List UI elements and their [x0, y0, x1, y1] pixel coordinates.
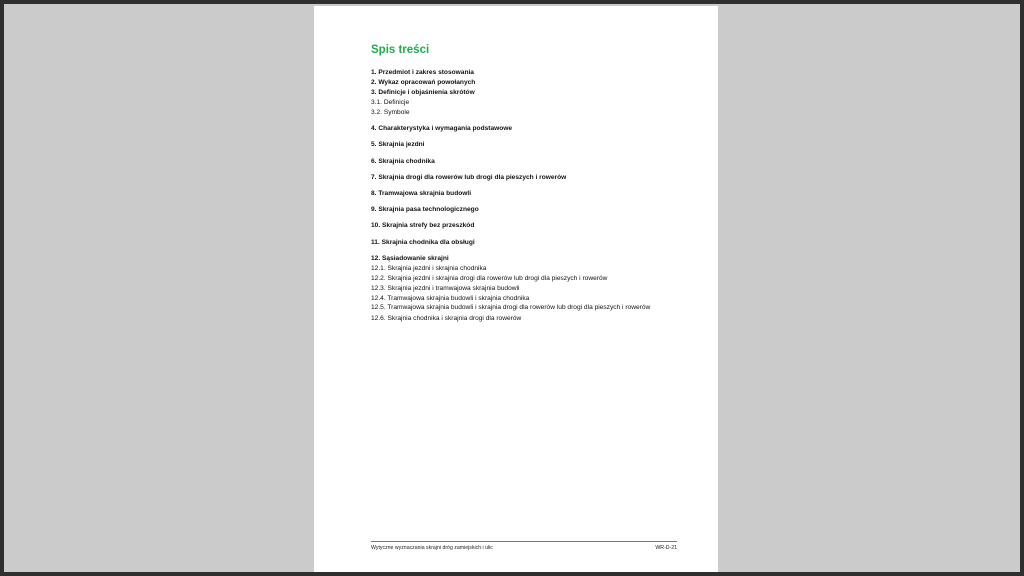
toc-item-10[interactable]: 10. Skrajnia strefy bez przeszkód [371, 222, 475, 230]
toc-item-12[interactable]: 12. Sąsiadowanie skrajni [371, 254, 449, 262]
toc-item-12-5[interactable]: 12.5. Tramwajowa skrajnia budowli i skrajnia drogi dla rowerów lub drogi dla pieszych i rowerów [371, 303, 651, 311]
document-page [314, 6, 718, 572]
toc-item-4[interactable]: 4. Charakterystyka i wymagania podstawowe [371, 125, 513, 133]
toc-item-12-2[interactable]: 12.2. Skrajnia jezdni i skrajnia drogi dla rowerów lub drogi dla pieszych i rowerów [371, 274, 608, 282]
toc-item-3-2[interactable]: 3.2. Symbole [371, 109, 410, 116]
toc-item-11[interactable]: 11. Skrajnia chodnika dla obsługi [371, 238, 475, 246]
toc-item-6[interactable]: 6. Skrajnia chodnika [371, 157, 435, 165]
toc-item-12-6[interactable]: 12.6. Skrajnia chodnika i skrajnia drogi dla rowerów [371, 314, 522, 322]
toc-item-9[interactable]: 9. Skrajnia pasa technologicznego [371, 206, 479, 214]
toc-item-1[interactable]: 1. Przedmiot i zakres stosowania [371, 69, 474, 76]
toc-item-5[interactable]: 5. Skrajnia jezdni [371, 141, 425, 149]
toc-item-3-1[interactable]: 3.1. Definicje [371, 99, 410, 106]
footer-document-title: Wytyczne wyznaczania skrajni dróg zamiejskich i ulic [371, 545, 493, 551]
toc-item-2[interactable]: 2. Wykaz opracowań powołanych [371, 79, 476, 86]
document-viewer [4, 4, 1020, 572]
toc-item-12-4[interactable]: 12.4. Tramwajowa skrajnia budowli i skrajnia chodnika [371, 294, 530, 302]
toc-item-7[interactable]: 7. Skrajnia drogi dla rowerów lub drogi dla pieszych i rowerów [371, 173, 567, 181]
toc-item-12-1[interactable]: 12.1. Skrajnia jezdni i skrajnia chodnika [371, 264, 487, 272]
toc-item-3[interactable]: 3. Definicje i objaśnienia skrótów [371, 89, 475, 96]
toc-item-12-3[interactable]: 12.3. Skrajnia jezdni i tramwajowa skrajnia budowli [371, 284, 520, 292]
toc-item-8[interactable]: 8. Tramwajowa skrajnia budowli [371, 189, 472, 197]
footer-divider [371, 541, 677, 542]
footer-document-code: WR-D-21 [655, 545, 677, 551]
table-of-contents [371, 68, 661, 324]
toc-title: Spis treści [371, 44, 430, 56]
